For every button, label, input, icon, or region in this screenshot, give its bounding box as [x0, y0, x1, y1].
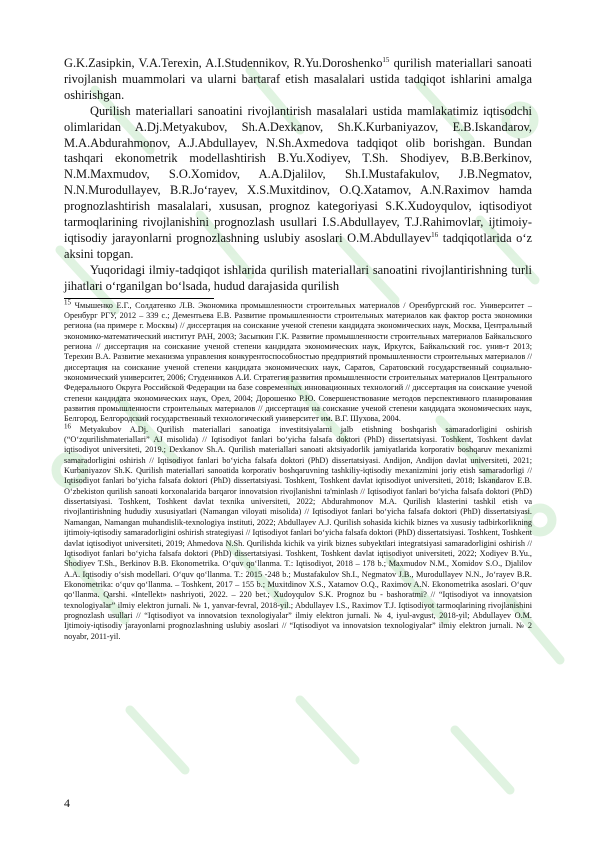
page-number: 4 [64, 796, 70, 810]
document-page [64, 56, 532, 642]
footnote-16: $^{16}$ Metyakubov A.Dj. Qurilish materiallari sanoatiga investitsiyalarni jalb etishning boshqarish samaradorligini oshirish (“O‘zqurilishmateriallari” AJ misolida) // Iqtisodiyot fanlari bo‘yicha falsafa doktori (PhD) dissertatsiyasi. Toshkent, Toshkent davlat iqtisodiyot universiteti, 2019.; Dexkanov Sh.A. Qurilish materiallari sanoati aktsiyadorlik jamiyatlarida korporativ boshqaruv mexanizmi samaradorligini oshirish // Iqtisodiyot fanlari bo‘yicha falsafa doktori (PhD) dissertatsiyasi. Andijon, Andijon davlat universiteti, 2021; Kurbaniyazov Sh.K. Qurilish materiallari sanoatida korporativ boshqaruvning tashkiliy-iqtisodiy mexanizmini joriy etish samaradorligi // Iqtisodiyot fanlari bo‘yicha falsafa doktori (PhD) dissertatsiyasi. Toshkent, Toshkent davlat iqtisodiyot universiteti, 2018; Iskandarov E.B. O‘zbekiston qurilish sanoati korxonalarida barqaror innovatsion rivojlanishni ta'minlash // Iqtisodiyot fanlari bo‘yicha falsafa doktori (PhD) dissertatsiyasi. Toshkent, Toshkent davlat texnika universiteti, 2022; Abdurahmonov M.A. Qurilish klasterini tashkil etish va rivojlantirishning hududiy xususiyatlari (Namangan viloyati misolida) // Iqtisodiyot fanlari bo‘yicha falsafa doktori (PhD) dissertatsiyasi. Namangan, Namangan muhandislik-texnologiya instituti, 2022; Abdullayev A.J. Qurilish sohasida kichik biznes va xususiy tadbirkorlikning ijtimoiy-iqtisodiy samaradorligini oshirish strategiyasi // Iqtisodiyot fanlari bo‘yicha falsafa doktori (PhD) dissertatsiyasi. Toshkent, Toshkent davlat iqtisodiyot universiteti, 2019; Ahmedova N.Sh. Qurilishda kichik va yirik biznes subyektlari integratsiyasi samaradorligini oshirish // Iqtisodiyot fanlari bo‘yicha falsafa doktori (PhD) dissertatsiyasi. Toshkent, Toshkent davlat iqtisodiyot universiteti, 2022; Xodiyev B.Yu., Shodiyev T.Sh., Berkinov B.B. Ekonometrika. O‘quv qo‘llanma. T.: Iqtisodiyot, 2018 – 178 b.; Maxmudov N.M., Xomidov S.O., Djalilov A.A. Iqtisodiy o‘sish modellari. O‘quv qo‘llanma. T.: 2015 -248 b.; Mustafakulov Sh.I., Negmatov J.B., Murodullayev N.N., Jo‘rayev B.R. Ekonometrika: o‘quv qo‘llanma. – Toshkent, 2017 – 155 b.; Muxitdinov X.S., Xatamov O.Q., Raximov A.N. Ekonometrika asoslari. O‘quv qo‘llanma. Qarshi. «Intellekt» nashriyoti, 2022. – 220 bet.; Xudoyqulov S.K. Prognoz bu - bashoratmi? // “Iqtisodiyot va innovatsion texnologiyalar” ilmiy elektron jurnali. № 1, yanvar-fevral, 2018-yil.; Abdullayev I.S., Raximov T.J. Iqtisodiyot tarmoqlarining rivojlanishini prognozlash usullari // “Iqtisodiyot va innovatsion texnologiyalar” ilmiy elektron jurnali. № 4, iyul-avgust, 2018-yil; Abdullayev O.M. Ijtimoiy-iqtisodiy jarayonlarni prognozlashning uslubiy asoslari // “Iqtisodiyot va innovatsion texnologiyalar” ilmiy elektron jurnali. № 2 noyabr, 2011-yil. [64, 421, 532, 641]
footnote-ref-15[interactable]: 15 [382, 55, 390, 64]
footnotes [64, 297, 532, 642]
paragraph-1: G.K.Zasipkin, V.A.Terexin, A.I.Studennikov, R.Yu.Doroshenko$^{15}$ qurilish materiallari sanoati rivojlanish muammolari va ularni bartaraf etish masalalari ustida tadqiqot ishlarini amalga oshirishgan. [64, 55, 532, 102]
footnote-ref-16[interactable]: 16 [431, 230, 439, 239]
footnote-separator [64, 298, 214, 299]
paragraph-2: Qurilish materiallari sanoatini rivojlantirish masalalari ustida mamlakatimiz iqtisodchi olimlaridan A.Dj.Metyakubov, Sh.A.Dexkanov, Sh.K.Kurbaniyazov, E.B.Iskandarov, M.A.Abdurahmonov, A.J.Abdullayev, N.Sh.Axmedova tadqiqot olib borishgan. Bundan tashqari ekonometrik modellashtirish B.Yu.Xodiyev, T.Sh. Shodiyev, B.B.Berkinov, N.M.Maxmudov, S.O.Xomidov, A.A.Djalilov, Sh.I.Mustafakulov, J.B.Negmatov, N.N.Murodullayev, B.R.Jo‘rayev, X.S.Muxitdinov, O.Q.Xatamov, A.N.Raximov hamda prognozlashtirish masalalari, xususan, prognoz kategoriyasi S.K.Xudoyqulov, iqtisodiyot tarmoqlarining rivojlanishini prognozlash usullari I.S.Abdullayev, T.J.Rahimovlar, ijtimoiy-iqtisodiy jarayonlarni prognozlashning uslubiy asoslari O.M.Abdullayev$^{16}$ tadqiqotlarida o‘z aksini topgan. [64, 103, 532, 261]
main-text [64, 56, 532, 295]
paragraph-3: Yuqoridagi ilmiy-tadqiqot ishlarida qurilish materiallari sanoatini rivojlantirishning turli jihatlari o‘rganilgan bo‘lsada, hudud darajasida qurilish [64, 262, 532, 293]
footnote-15: $^{15}$ Чмышенко Е.Г., Солдатенко Л.В. Экономика промышленности строительных материалов / Оренбургский гос. Университет – Оренбург РГУ, 2012 – 339 с.; Дементьева Е.В. Развитие промышленности строительных материалов как фактор роста экономики региона (на примере г. Москвы) // диссертация на соискание ученой степени кандидата экономических наук, Москва, Центральный экономико-математический институт РАН, 2003; Засыпкин Г.К. Развитие промышленности строительных материалов Байкальского региона // диссертация на соискание ученой степени кандидата экономических наук, Иркутск, Байкальский гос. унив-т 2013; Терехин В.А. Развитие механизма управления конкурентоспособностью предприятий промышленности строительных материалов // диссертация на соискание ученой степени кандидата экономических наук, Саратов, Саратовский государственный социально-экономический университет, 2006; Студенников А.И. Стратегия развития промышленности строительных материалов Центрального Федерального Округа Российской Федерации на базе современных инновационных технологий // диссертация на соискание ученой степени кандидата экономических наук, Орел, 2004; Дорошенко Р.Ю. Совершенствование методов перспективного планирования развития промышленности строительных материалов // диссертация на соискание ученой степени кандидата экономических наук, Белгород, Белгородский государственный технологический университет им. В.Г. Шухова, 2004. [64, 297, 532, 424]
